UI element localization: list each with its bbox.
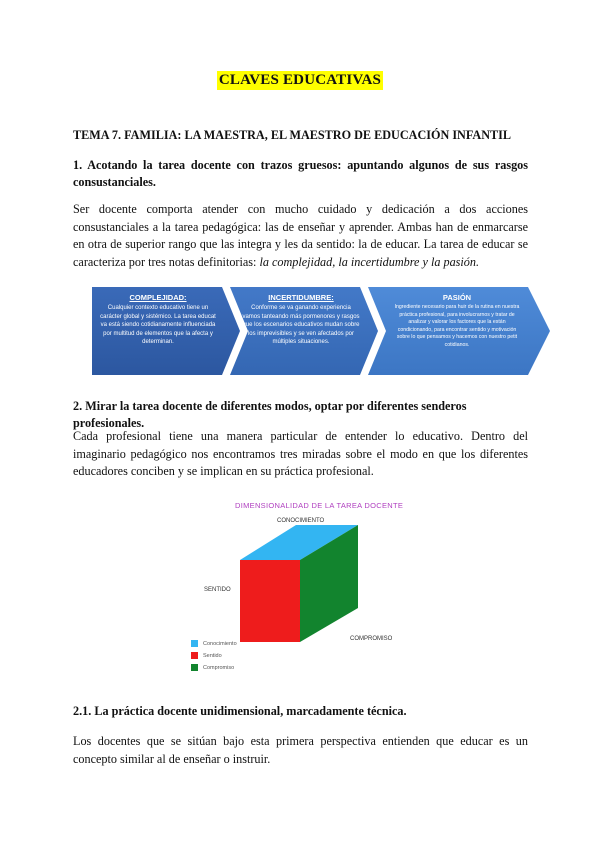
legend-item-compromiso: [191, 662, 237, 673]
chart-legend: [191, 638, 237, 674]
section1-paragraph: [73, 201, 528, 271]
chart-label-right: COMPROMISO: [350, 636, 393, 642]
title-wrap: [0, 71, 600, 90]
tema-heading: TEMA 7. FAMILIA: LA MAESTRA, EL MAESTRO DE EDUCACIÓN INFANTIL: [73, 128, 512, 142]
legend-swatch-conocimiento: [191, 640, 198, 647]
legend-label-compromiso: Compromiso: [203, 664, 235, 671]
legend-swatch-sentido: [191, 652, 198, 659]
arrow-incertidumbre-body: Conforme se va ganando experiencia vamos tanteando más pormenores y rasgos que los escenarios educativos mudan sobre los imprevisibles y se ven afectados por múltiples situaciones.: [242, 305, 360, 346]
arrow-complejidad-text: [98, 287, 218, 375]
section1-heading: 1. Acotando la tarea docente con trazos gruesos: apuntando algunos de sus rasgos consustanciales.: [73, 158, 528, 189]
arrow-pasion-text: [392, 287, 522, 375]
section1-italic: la complejidad, la incertidumbre y la pasión.: [259, 254, 480, 269]
legend-item-sentido: [191, 650, 237, 661]
section2-paragraph: Cada profesional tiene una manera particular de entender lo educativo. Dentro del imaginario pedagógico nos encontramos tres miradas sobre el modo en que los diferentes educadores conciben y se implican en su práctica profesional.: [73, 429, 528, 479]
legend-label-sentido: Sentido: [203, 652, 222, 659]
arrow-complejidad-title: COMPLEJIDAD:: [129, 293, 187, 302]
chart-title: DIMENSIONALIDAD DE LA TAREA DOCENTE: [235, 501, 404, 510]
arrow-complejidad-body: Cualquier contexto educativo tiene un carácter global y sistémico. La tarea educat va está siendo cotidianamente influenciada por multitud de elementos que la afecta y determinan.: [100, 305, 216, 346]
legend-item-conocimiento: [191, 638, 237, 649]
arrow-incertidumbre-title: INCERTIDUMBRE:: [268, 293, 334, 302]
section21-heading: 2.1. La práctica docente unidimensional, marcadamente técnica.: [73, 704, 407, 718]
arrow-pasion-title: PASIÓN: [442, 293, 472, 302]
legend-label-conocimiento: Conocimiento: [203, 640, 237, 647]
section1-text: Ser docente comporta atender con mucho cuidado y dedicación a dos acciones consustanciales a la tarea pedagógica: las de enseñar y aprender. Ambas han de enmarcarse en otra de superior rango que las integra y les da sentido: la de educar. La tarea de educar se caracteriza por tres notas definitorias:: [73, 202, 528, 269]
chart-label-left: SENTIDO: [204, 587, 231, 593]
legend-swatch-compromiso: [191, 664, 198, 671]
chart-label-top: CONOCIMIENTO: [277, 518, 325, 524]
arrow-pasion-body: Ingrediente necesario para huir de la rutina en nuestra práctica profesional, para involucrarnos y tratar de analizar y valorar los factores que la están condicionando, para encontrar sentido y motivación sobre lo que pensamos y hacemos con nuestro petit cotidianos.: [394, 304, 520, 348]
arrow-banner: [92, 287, 550, 375]
section2-heading: 2. Mirar la tarea docente de diferentes modos, optar por diferentes senderos profesionales.: [73, 399, 467, 430]
section21-paragraph: Los docentes que se sitúan bajo esta primera perspectiva entienden que educar es un concepto similar al de enseñar o instruir.: [73, 734, 528, 766]
cube-face-left: [240, 560, 300, 642]
document-title: CLAVES EDUCATIVAS: [218, 72, 382, 88]
arrow-incertidumbre-text: [242, 287, 360, 375]
cube-chart: [230, 520, 370, 645]
